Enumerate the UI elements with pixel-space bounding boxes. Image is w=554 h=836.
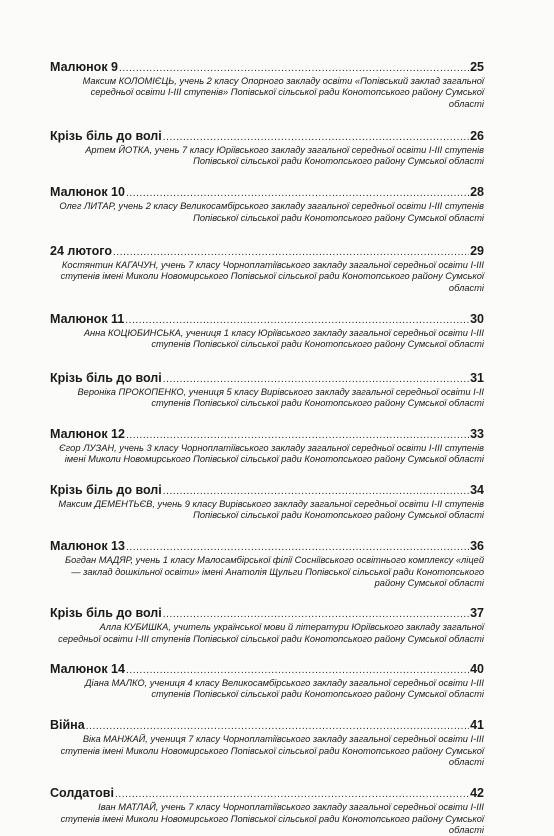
toc-entry-author xyxy=(50,387,484,410)
dot-leader xyxy=(113,245,469,260)
author-description: , учитель української мови й літератури Юріївського закладу загальної середньої освіти І-ІІІ ступенів Попівської сільської ради Конотопського району Сумської області xyxy=(58,622,484,644)
toc-entry xyxy=(50,427,484,466)
toc-entry-author xyxy=(50,802,484,836)
author-name: Віка МАНЖАЙ xyxy=(82,734,146,745)
toc-entry xyxy=(50,371,484,410)
toc-entry-title: Крізь біль до волі xyxy=(50,606,162,621)
author-name: Алла КУБИШКА xyxy=(99,622,169,633)
toc-entry-author xyxy=(50,678,484,701)
author-description: , учень 7 класу Чорноплатіївського закладу загальної середньої освіти І-ІІІ ступенів імені Миколи Новомирського Попівської сільської ради Конотопського району Сумської області xyxy=(60,260,484,293)
toc-entry-title: Малюнок 12 xyxy=(50,427,125,442)
toc-entry-heading[interactable] xyxy=(50,371,484,387)
toc-entry-heading[interactable] xyxy=(50,606,484,622)
toc-entry-title: Війна xyxy=(50,718,85,733)
dot-leader xyxy=(115,787,469,802)
toc-entry-page-number: 26 xyxy=(470,128,484,143)
toc-entry-page-number: 40 xyxy=(470,661,484,676)
toc-entry-heading[interactable] xyxy=(50,312,484,328)
dot-leader xyxy=(126,540,469,555)
toc-entry-author xyxy=(50,555,484,589)
toc-entry xyxy=(50,60,484,110)
dot-leader xyxy=(86,719,469,734)
toc-entry-title: Малюнок 14 xyxy=(50,661,125,676)
toc-entry-title: Малюнок 10 xyxy=(50,185,125,200)
toc-entry xyxy=(50,129,484,168)
toc-entry-author xyxy=(50,76,484,110)
author-name: Максим ДЕМЕНТЬЄВ xyxy=(58,498,153,509)
dot-leader xyxy=(163,130,469,145)
toc-entry xyxy=(50,244,484,294)
toc-entry-page-number: 25 xyxy=(470,60,484,74)
toc-entry-heading[interactable] xyxy=(50,662,484,678)
toc-entry-page-number: 29 xyxy=(470,244,484,259)
author-name: Вероніка ПРОКОПЕНКО xyxy=(77,386,184,397)
toc-entry xyxy=(50,662,484,701)
author-name: Богдан МАДЯР xyxy=(65,555,131,566)
author-description: , учень 3 класу Чорноплатіївського закладу загальної середньої освіти І-ІІІ ступенів імені Миколи Новомирського Попівської сільської ради Конотопського району Сумської області xyxy=(64,443,484,465)
toc-entry-heading[interactable] xyxy=(50,129,484,145)
toc-entry-page-number: 41 xyxy=(470,718,484,733)
toc-entry xyxy=(50,606,484,645)
toc-entry-heading[interactable] xyxy=(50,60,484,76)
author-name: Діана МАЛКО xyxy=(84,677,145,688)
dot-leader xyxy=(163,372,469,387)
toc-entry xyxy=(50,718,484,768)
author-name: Єгор ЛУЗАН xyxy=(59,443,115,454)
dot-leader xyxy=(126,663,469,678)
toc-entry-page-number: 31 xyxy=(470,370,484,385)
dot-leader xyxy=(163,607,469,622)
author-name: Іван МАТЛАЙ xyxy=(98,802,156,813)
dot-leader xyxy=(163,484,469,499)
author-name: Максим КОЛОМІЄЦЬ xyxy=(82,76,175,86)
author-description: , учениця 5 класу Вирівського закладу загальної середньої освіти І-ІІ ступенів Попівської сільської ради Конотопського району Сумської області xyxy=(151,386,484,408)
author-description: , учень 2 класу Великосамбірського закладу загальної середньої освіти І-ІІІ ступенів Попівської сільської ради Конотопського району Сумської області xyxy=(113,201,484,223)
author-description: , учень 7 класу Чорноплатіївського закладу загальної середньої освіти І-ІІІ ступенів імені Миколи Новомирського Попівської сільської ради Конотопського району Сумської області xyxy=(60,802,484,835)
toc-entry-title: 24 лютого xyxy=(50,244,112,259)
toc-entry-author xyxy=(50,201,484,224)
author-description: , учень 1 класу Малосамбірської філії Сосніївського освітнього комплексу «ліцей — заклад дошкільної освіти» імені Анатолія Щульги Попівської сільської ради Конотопського району Сумської області xyxy=(71,555,484,588)
table-of-contents xyxy=(50,60,484,836)
toc-entry-page-number: 37 xyxy=(470,606,484,621)
toc-entry-heading[interactable] xyxy=(50,244,484,260)
author-name: Артем ЙОТКА xyxy=(85,144,150,155)
toc-entry-heading[interactable] xyxy=(50,427,484,443)
toc-entry-page-number: 33 xyxy=(470,427,484,442)
author-description: , учень 2 класу Опорного закладу освіти «Попівський заклад загальної середньої освіти І-ІІІ ступенів» Попівської сільської ради Конотопського району Сумської області xyxy=(90,76,484,109)
toc-entry-heading[interactable] xyxy=(50,185,484,201)
author-name: Анна КОЦЮБИНСЬКА xyxy=(83,327,181,338)
toc-entry-heading[interactable] xyxy=(50,483,484,499)
toc-entry-author xyxy=(50,328,484,351)
toc-entry-author xyxy=(50,443,484,466)
toc-entry-heading[interactable] xyxy=(50,718,484,734)
toc-entry-title: Крізь біль до волі xyxy=(50,128,162,143)
dot-leader xyxy=(125,313,469,328)
toc-entry-author xyxy=(50,145,484,168)
toc-entry-page-number: 34 xyxy=(470,482,484,497)
author-description: , учень 7 класу Юріївського закладу загальної середньої освіти І-ІІІ ступенів Попівської сільської ради Конотопського району Сумської області xyxy=(149,144,484,167)
toc-entry-author xyxy=(50,734,484,768)
toc-entry-author xyxy=(50,499,484,522)
dot-leader xyxy=(119,61,469,76)
toc-entry-page-number: 42 xyxy=(470,786,484,801)
toc-entry xyxy=(50,539,484,589)
toc-entry-title: Малюнок 9 xyxy=(50,60,118,74)
toc-entry-page-number: 30 xyxy=(470,311,484,326)
toc-entry xyxy=(50,185,484,224)
author-name: Олег ЛИТАР xyxy=(59,201,114,212)
toc-entry xyxy=(50,483,484,522)
toc-entry-page-number: 36 xyxy=(470,539,484,554)
toc-entry-heading[interactable] xyxy=(50,539,484,555)
author-description: , учень 9 класу Вирівського закладу загальної середньої освіти І-ІІ ступенів Попівської сільської ради Конотопського району Сумської області xyxy=(152,498,484,521)
toc-entry-author xyxy=(50,622,484,645)
toc-entry-title: Малюнок 11 xyxy=(50,311,125,326)
toc-entry-title: Крізь біль до волі xyxy=(50,370,162,385)
author-description: , учениця 7 класу Чорноплатіївського закладу загальної середньої освіти І-ІІІ ступенів імені Миколи Новомирського Попівської сільської ради Конотопського району Сумської області xyxy=(60,734,484,768)
toc-entry-page-number: 28 xyxy=(470,185,484,200)
author-description: , учениця 1 класу Юріївського закладу загальної середньої освіти І-ІІІ ступенів Попівської сільської ради Конотопського району Сумської області xyxy=(151,327,484,350)
toc-entry xyxy=(50,312,484,351)
dot-leader xyxy=(126,428,469,443)
toc-entry-title: Малюнок 13 xyxy=(50,539,125,554)
toc-entry-author xyxy=(50,260,484,294)
author-description: , учениця 4 класу Великосамбірського закладу загальної середньої освіти І-ІІІ ступенів Попівської сільської ради Конотопського району Сумської області xyxy=(144,677,484,700)
toc-entry-title: Солдатові xyxy=(50,786,114,801)
toc-entry-title: Крізь біль до волі xyxy=(50,482,162,497)
toc-entry xyxy=(50,786,484,836)
author-name: Костянтин КАГАЧУН xyxy=(61,260,156,271)
dot-leader xyxy=(126,186,469,201)
